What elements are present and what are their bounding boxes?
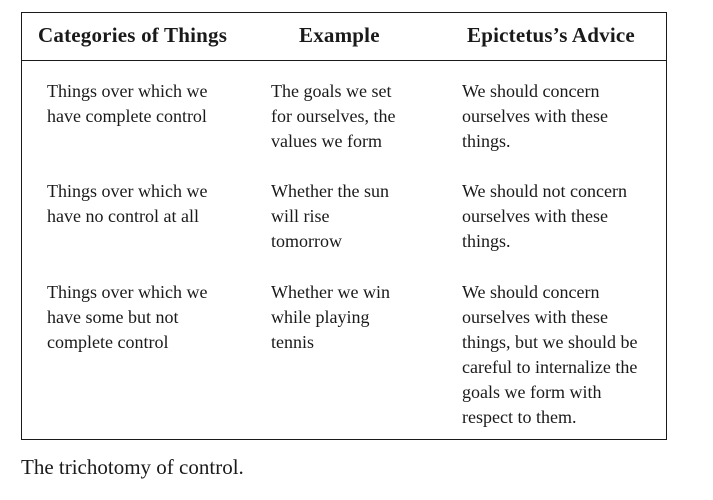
row3-example-cell (271, 280, 451, 355)
row2-advice-cell (462, 179, 662, 254)
row3-example-line: tennis (271, 332, 314, 352)
table-header-row (22, 13, 666, 61)
row2-example-line: will rise (271, 206, 330, 226)
row1-advice-line: ourselves with these (462, 106, 608, 126)
row1-advice-cell (462, 79, 662, 154)
row2-category-cell (47, 179, 252, 229)
row3-advice-line: things, but we should be (462, 332, 638, 352)
header-categories: Categories of Things (38, 23, 228, 47)
row2-example-line: Whether the sun (271, 181, 389, 201)
row1-example-line: The goals we set (271, 81, 392, 101)
row3-category-line: Things over which we (47, 282, 208, 302)
row1-category-line: have complete control (47, 106, 207, 126)
row3-advice-line: respect to them. (462, 407, 577, 427)
row1-example-line: for ourselves, the (271, 106, 396, 126)
row1-category-line: Things over which we (47, 81, 208, 101)
header-advice: Epictetus’s Advice (467, 23, 635, 47)
row3-category-line: have some but not (47, 307, 179, 327)
control-table (21, 12, 667, 440)
row3-advice-line: careful to internalize the (462, 357, 638, 377)
header-example: Example (299, 23, 380, 47)
row2-category-line: Things over which we (47, 181, 208, 201)
row1-example-line: values we form (271, 131, 382, 151)
row2-category-line: have no control at all (47, 206, 199, 226)
row3-example-line: while playing (271, 307, 370, 327)
row3-example-line: Whether we win (271, 282, 390, 302)
row3-advice-cell (462, 280, 662, 430)
row3-category-cell (47, 280, 252, 355)
row2-advice-line: things. (462, 231, 511, 251)
row2-example-cell (271, 179, 451, 254)
table-caption: The trichotomy of control. (21, 455, 244, 479)
row1-example-cell (271, 79, 451, 154)
row2-advice-line: ourselves with these (462, 206, 608, 226)
row1-advice-line: We should concern (462, 81, 600, 101)
row2-advice-line: We should not concern (462, 181, 628, 201)
row3-advice-line: ourselves with these (462, 307, 608, 327)
row3-advice-line: goals we form with (462, 382, 602, 402)
row1-category-cell (47, 79, 252, 129)
row3-category-line: complete control (47, 332, 169, 352)
row1-advice-line: things. (462, 131, 511, 151)
row3-advice-line: We should concern (462, 282, 600, 302)
row2-example-line: tomorrow (271, 231, 342, 251)
